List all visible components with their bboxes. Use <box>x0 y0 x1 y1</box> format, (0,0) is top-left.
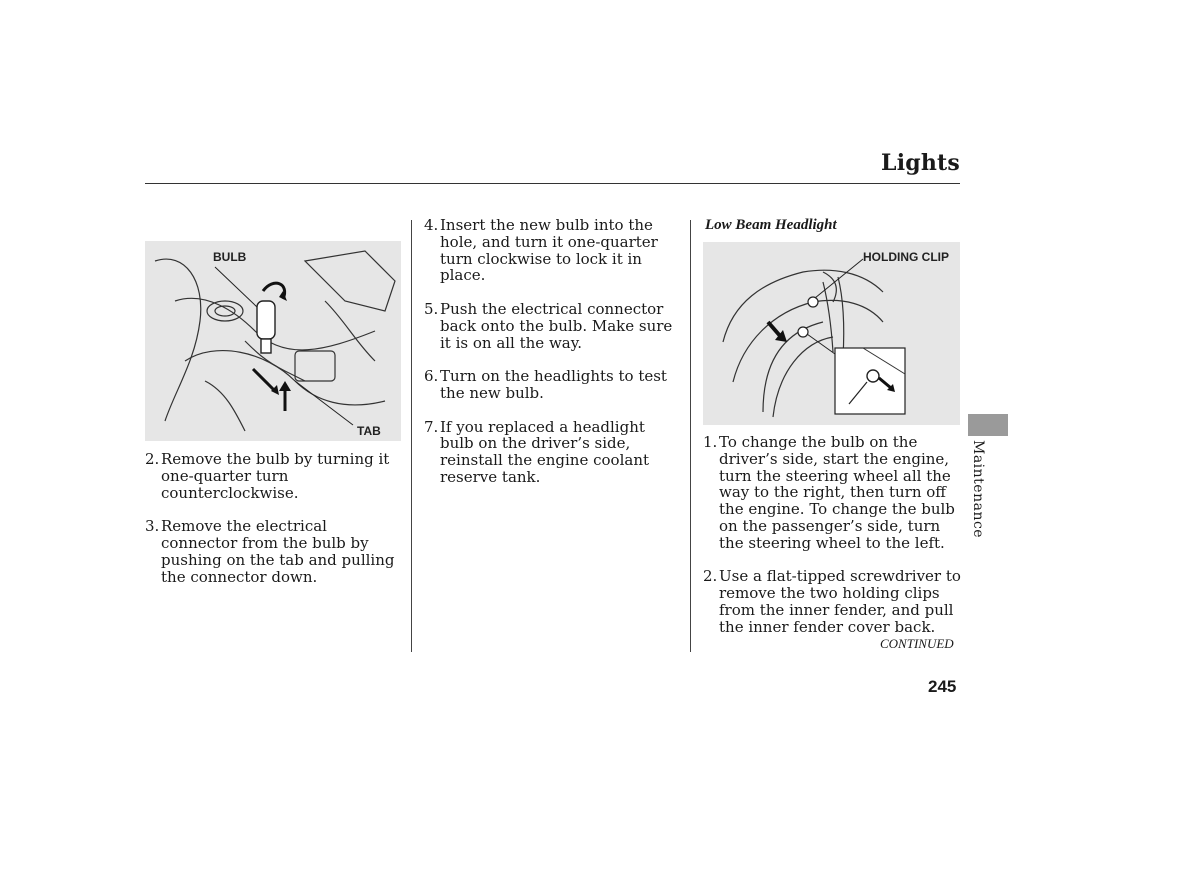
clip-2 <box>798 327 808 337</box>
step-number: 2. <box>703 567 718 586</box>
step-item <box>424 217 682 284</box>
step-number: 6. <box>424 367 439 386</box>
step-item <box>145 451 403 501</box>
clip-1 <box>808 297 818 307</box>
engine-bay-drawing <box>145 241 401 441</box>
column-2-steps <box>424 217 682 503</box>
fender-drawing <box>703 242 960 425</box>
holding-clip-illustration <box>703 242 960 425</box>
pull-arrow-icon <box>253 369 275 391</box>
step-number: 5. <box>424 299 439 318</box>
step-text: If you replaced a headlight bulb on the driver’s side, reinstall the engine coolant reserve tank. <box>440 417 650 486</box>
step-item <box>424 301 682 351</box>
column-divider-2 <box>690 220 691 652</box>
page-title: Lights <box>881 150 960 176</box>
header-rule <box>145 183 960 184</box>
column-divider-1 <box>411 220 412 652</box>
section-label: Maintenance <box>970 440 986 539</box>
step-text: To change the bulb on the driver’s side, start the engine, turn the steering wheel all the way to the right, then turn off the engine. To change the bulb on the passenger’s side, turn the steering wheel to the left. <box>719 433 955 552</box>
tab-leader-line <box>295 381 353 425</box>
bulb-removal-illustration <box>145 241 401 441</box>
step-text: Insert the new bulb into the hole, and turn it one-quarter turn clockwise to lock it in place. <box>440 216 658 285</box>
step-number: 2. <box>145 450 160 468</box>
step-item <box>145 518 403 585</box>
column-3-steps <box>703 434 961 652</box>
step-text: Remove the electrical connector from the bulb by pushing on the tab and pulling the connector down. <box>161 517 395 586</box>
step-item <box>703 434 961 552</box>
pull-cover-arrow-icon <box>768 322 781 337</box>
column-1-steps <box>145 451 403 602</box>
section-tab-marker <box>968 414 1008 436</box>
step-number: 7. <box>424 417 439 436</box>
step-text: Remove the bulb by turning it one-quarter turn counterclockwise. <box>161 450 390 502</box>
section-subheading: Low Beam Headlight <box>705 217 837 233</box>
step-number: 4. <box>424 216 439 234</box>
step-text: Turn on the headlights to test the new bulb. <box>440 367 667 402</box>
step-text: Push the electrical connector back onto the bulb. Make sure it is on all the way. <box>440 299 673 352</box>
step-item <box>703 568 961 635</box>
bulb-label: BULB <box>213 250 247 264</box>
step-item <box>424 368 682 402</box>
tab-label: TAB <box>357 424 381 438</box>
step-number: 1. <box>703 433 718 451</box>
step-item <box>424 419 682 486</box>
page-number: 245 <box>928 677 957 696</box>
step-number: 3. <box>145 517 160 536</box>
continued-note: CONTINUED <box>880 636 954 651</box>
holding-clip-label: HOLDING CLIP <box>863 250 949 264</box>
clip-leader-line <box>815 259 863 298</box>
step-text: Use a flat-tipped screwdriver to remove the two holding clips from the inner fender, and pull the inner fender cover back. <box>719 567 961 636</box>
bulb-shape <box>257 301 275 339</box>
